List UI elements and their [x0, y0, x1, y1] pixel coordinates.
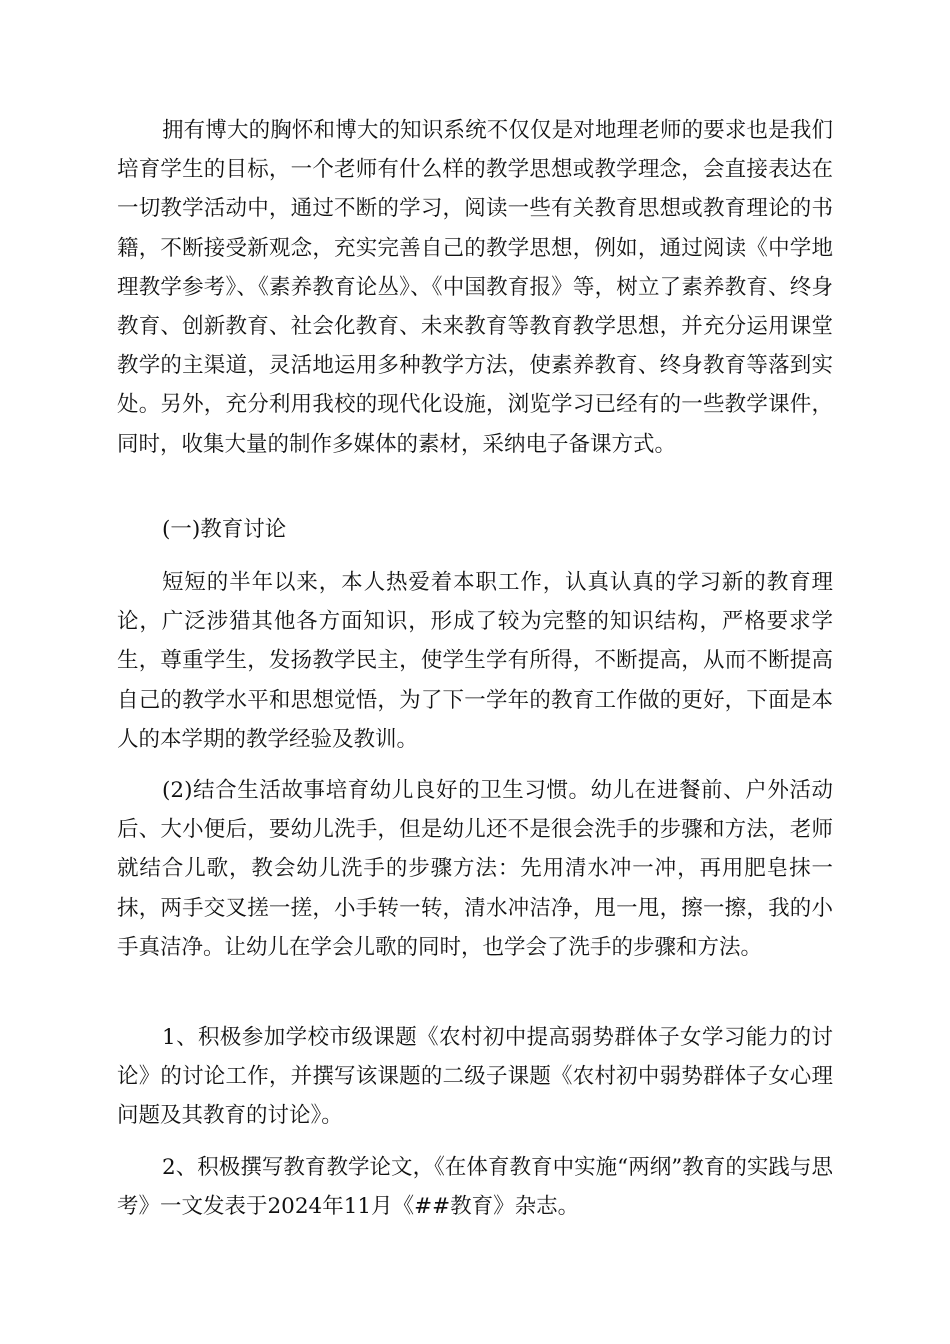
paragraph-teaching-philosophy: 拥有博大的胸怀和博大的知识系统不仅仅是对地理老师的要求也是我们培育学生的目标，一个老师有什么样的教学思想或教学理念，会直接表达在一切教学活动中，通过不断的学习，阅读一些有关教育思想或教育理论的书籍，不断接受新观念，充实完善自己的教学思想，例如，通过阅读《中学地理教学参考》、《素养教育论丛》、《中国教育报》等，树立了素养教育、终身教育、创新教育、社会化教育、未来教育等教育教学思想，并充分运用课堂教学的主渠道，灵活地运用多种教学方法，使素养教育、终身教育等落到实处。另外，充分利用我校的现代化设施，浏览学习已经有的一些教学课件，同时，收集大量的制作多媒体的素材，采纳电子备课方式。 [117, 118, 833, 457]
paragraph-half-year-summary: 短短的半年以来，本人热爱着本职工作，认真认真的学习新的教育理论，广泛涉猎其他各方面知识，形成了较为完整的知识结构，严格要求学生，尊重学生，发扬教学民主，使学生学有所得，不断提高，从而不断提高自己的教学水平和思想觉悟，为了下一学年的教育工作做的更好，下面是本人的本学期的教学经验及教训。 [117, 570, 833, 752]
section-heading-education-research: (一)教育讨论 [162, 517, 287, 542]
paragraph-hygiene-habits: (2)结合生活故事培育幼儿良好的卫生习惯。幼儿在进餐前、户外活动后、大小便后，要幼儿洗手，但是幼儿还不是很会洗手的步骤和方法，老师就结合儿歌，教会幼儿洗手的步骤方法：先用清水冲一冲，再用肥皂抹一抹，两手交叉搓一搓，小手转一转，清水冲洁净，甩一甩，擦一擦，我的小手真洁净。让幼儿在学会儿歌的同时，也学会了洗手的步骤和方法。 [117, 778, 833, 960]
list-item-published-paper: 2、积极撰写教育教学论文，《在体育教育中实施“两纲”教育的实践与思考》一文发表于2024年11月《##教育》杂志。 [117, 1155, 833, 1220]
list-item-research-project: 1、积极参加学校市级课题《农村初中提高弱势群体子女学习能力的讨论》的讨论工作，并撰写该课题的二级子课题《农村初中弱势群体子女心理问题及其教育的讨论》。 [117, 1025, 833, 1129]
